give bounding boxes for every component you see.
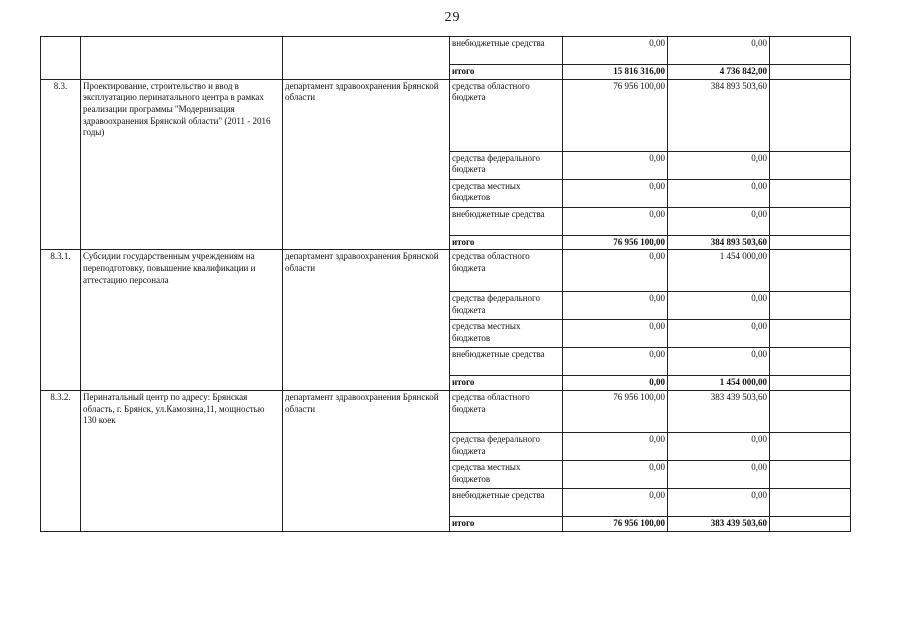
source-cell: средства местных бюджетов xyxy=(450,320,563,348)
source-cell: средства местных бюджетов xyxy=(450,179,563,207)
source-cell: средства областного бюджета xyxy=(450,250,563,292)
empty-cell xyxy=(770,320,851,348)
total-amount: 4 736 842,00 xyxy=(668,65,770,80)
item-executor: департамент здравоохранения Брянской области xyxy=(283,250,450,391)
total-label: итого xyxy=(450,65,563,80)
empty-cell xyxy=(770,250,851,292)
empty-cell xyxy=(770,348,851,376)
amount-cell: 0,00 xyxy=(563,250,668,292)
item-name: Перинатальный центр по адресу: Брянская область, г. Брянск, ул.Камозина,11, мощностью 130 коек xyxy=(81,391,283,532)
item-executor: департамент здравоохранения Брянской области xyxy=(283,391,450,532)
empty-cell xyxy=(770,461,851,489)
empty-cell xyxy=(770,391,851,433)
total-amount: 0,00 xyxy=(563,376,668,391)
empty-cell xyxy=(770,433,851,461)
empty-cell xyxy=(770,151,851,179)
item-executor: департамент здравоохранения Брянской области xyxy=(283,79,450,250)
page-number: 29 xyxy=(444,10,461,25)
empty-cell xyxy=(770,517,851,532)
amount-cell: 0,00 xyxy=(563,37,668,65)
amount-cell: 0,00 xyxy=(563,207,668,235)
amount-cell: 0,00 xyxy=(668,151,770,179)
amount-cell: 0,00 xyxy=(563,461,668,489)
source-cell: средства областного бюджета xyxy=(450,79,563,151)
amount-cell: 0,00 xyxy=(563,320,668,348)
amount-cell: 1 454 000,00 xyxy=(668,250,770,292)
total-amount: 383 439 503,60 xyxy=(668,517,770,532)
amount-cell: 383 439 503,60 xyxy=(668,391,770,433)
amount-cell: 0,00 xyxy=(668,348,770,376)
amount-cell: 0,00 xyxy=(668,489,770,517)
executor-cell xyxy=(283,37,450,80)
table-row xyxy=(41,37,851,65)
source-cell: средства федерального бюджета xyxy=(450,433,563,461)
source-cell: внебюджетные средства xyxy=(450,489,563,517)
total-label: итого xyxy=(450,376,563,391)
amount-cell: 0,00 xyxy=(563,433,668,461)
total-amount: 15 816 316,00 xyxy=(563,65,668,80)
item-number: 8.3. xyxy=(41,79,81,250)
table-row xyxy=(41,79,851,151)
empty-cell xyxy=(770,37,851,65)
source-cell: средства областного бюджета xyxy=(450,391,563,433)
item-name: Проектирование, строительство и ввод в эксплуатацию перинатального центра в рамках реализации программы "Модернизация здравоохранения Брянской области" (2011 - 2016 годы) xyxy=(81,79,283,250)
table-row xyxy=(41,391,851,433)
total-amount: 384 893 503,60 xyxy=(668,235,770,250)
budget-table xyxy=(40,36,851,532)
total-amount: 1 454 000,00 xyxy=(668,376,770,391)
source-cell: средства федерального бюджета xyxy=(450,292,563,320)
amount-cell: 76 956 100,00 xyxy=(563,391,668,433)
name-cell xyxy=(81,37,283,80)
item-number: 8.3.2. xyxy=(41,391,81,532)
empty-cell xyxy=(770,65,851,80)
source-cell: внебюджетные средства xyxy=(450,37,563,65)
source-cell: внебюджетные средства xyxy=(450,348,563,376)
empty-cell xyxy=(770,235,851,250)
amount-cell: 76 956 100,00 xyxy=(563,79,668,151)
total-amount: 76 956 100,00 xyxy=(563,235,668,250)
total-amount: 76 956 100,00 xyxy=(563,517,668,532)
source-cell: средства местных бюджетов xyxy=(450,461,563,489)
empty-cell xyxy=(770,79,851,151)
source-cell: внебюджетные средства xyxy=(450,207,563,235)
source-cell: средства федерального бюджета xyxy=(450,151,563,179)
empty-cell xyxy=(770,376,851,391)
num-cell xyxy=(41,37,81,80)
amount-cell: 0,00 xyxy=(668,320,770,348)
amount-cell: 0,00 xyxy=(668,433,770,461)
table-row xyxy=(41,250,851,292)
amount-cell: 0,00 xyxy=(668,37,770,65)
total-label: итого xyxy=(450,517,563,532)
amount-cell: 0,00 xyxy=(563,151,668,179)
amount-cell: 0,00 xyxy=(563,292,668,320)
amount-cell: 0,00 xyxy=(563,489,668,517)
amount-cell: 0,00 xyxy=(668,461,770,489)
amount-cell: 384 893 503,60 xyxy=(668,79,770,151)
amount-cell: 0,00 xyxy=(563,348,668,376)
amount-cell: 0,00 xyxy=(668,292,770,320)
empty-cell xyxy=(770,489,851,517)
item-number: 8.3.1. xyxy=(41,250,81,391)
empty-cell xyxy=(770,292,851,320)
amount-cell: 0,00 xyxy=(668,207,770,235)
empty-cell xyxy=(770,207,851,235)
amount-cell: 0,00 xyxy=(563,179,668,207)
total-label: итого xyxy=(450,235,563,250)
item-name: Субсидии государственным учреждениям на переподготовку, повышение квалификации и аттестацию персонала xyxy=(81,250,283,391)
empty-cell xyxy=(770,179,851,207)
amount-cell: 0,00 xyxy=(668,179,770,207)
